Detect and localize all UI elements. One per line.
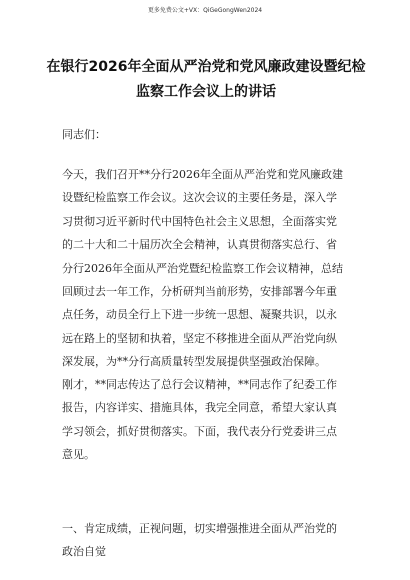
paragraph-line: 报告，内容详实、措施具体，我完全同意，希望大家认真 (62, 401, 337, 415)
paragraph-line: 深发展，为**分行高质量转型发展提供坚强政治保障。 (62, 355, 326, 369)
section-heading-1 (62, 517, 356, 564)
body-paragraph-2 (62, 373, 356, 467)
paragraph-line: 今天，我们召开**分行2026年全面从严治党和党风廉政建 (62, 168, 343, 181)
section-heading-line: 一、肯定成绩，正视问题，切实增强推进全面从严治党的 (62, 522, 337, 535)
paragraph-line: 分行2026年全面从严治党暨纪检监察工作会议精神，总结 (62, 261, 343, 275)
paragraph-line: 意见。 (62, 448, 95, 462)
title-line: 监察工作会议上的讲话 (136, 84, 276, 100)
paragraph-line: 习贯彻习近平新时代中国特色社会主义思想，全面落实党 (62, 214, 337, 228)
document-title (30, 55, 382, 105)
header-note: 更多免费公文+VX：QiGeGongWen2024 (147, 7, 263, 14)
paragraph-line: 设暨纪检监察工作会议。这次会议的主要任务是，深入学 (62, 191, 337, 205)
paragraph-line: 远在路上的坚韧和执着，坚定不移推进全面从严治党向纵 (62, 331, 337, 345)
paragraph-line: 的二十大和二十届历次全会精神，认真贯彻落实总行、省 (62, 238, 337, 252)
paragraph-line: 刚才，**同志传达了总行会议精神，**同志作了纪委工作 (62, 378, 337, 391)
salutation (62, 123, 356, 146)
paragraph-line: 回顾过去一年工作，分析研判当前形势，安排部署今年重 (62, 285, 337, 299)
paragraph-line: 学习领会，抓好贯彻落实。下面，我代表分行党委讲三点 (62, 424, 337, 438)
section-heading-line: 政治自觉 (62, 545, 106, 559)
paragraph-line: 点任务，动员全行上下进一步统一思想、凝聚共识，以永 (62, 308, 337, 322)
body-paragraph-1 (62, 163, 356, 374)
salutation-text: 同志们： (62, 128, 106, 141)
title-line: 在银行2026年全面从严治党和党风廉政建设暨纪检 (46, 59, 366, 75)
